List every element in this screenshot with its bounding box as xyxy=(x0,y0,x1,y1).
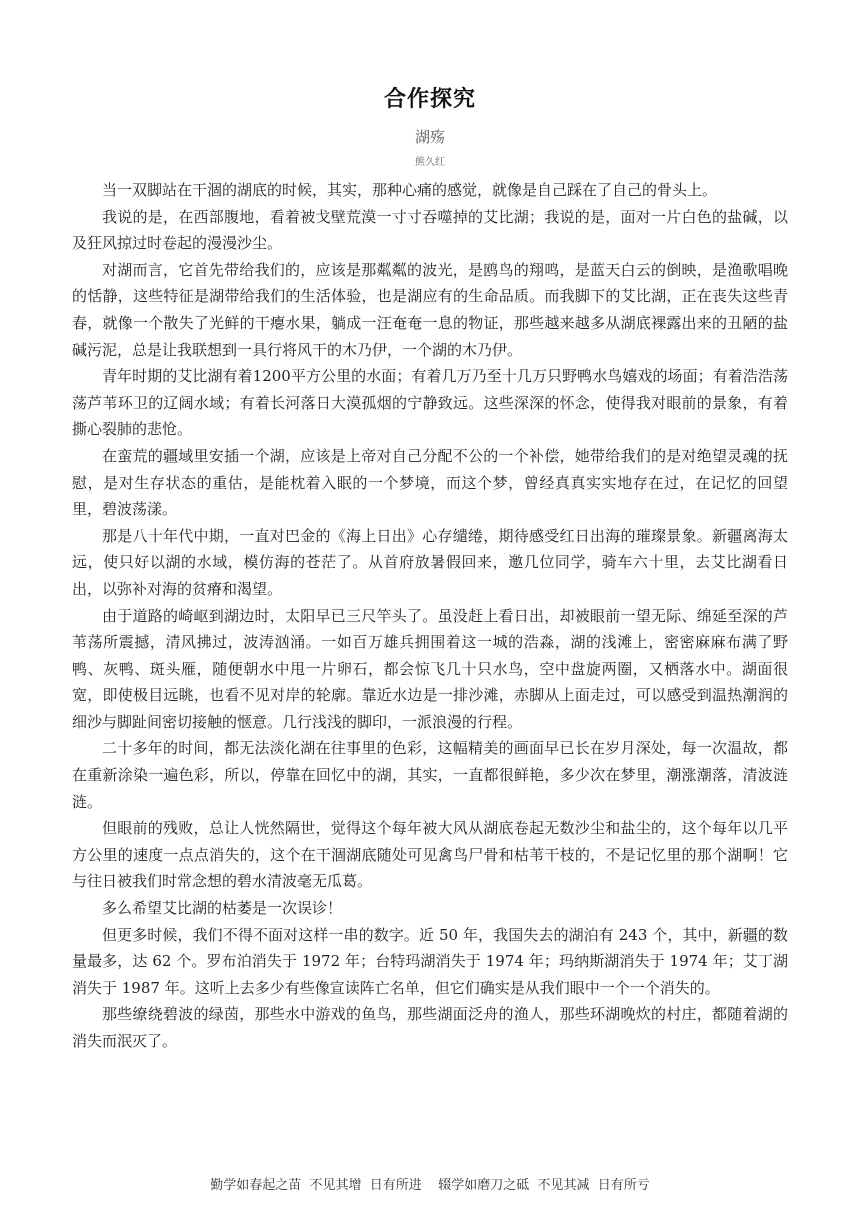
paragraph: 青年时期的艾比湖有着1200平方公里的水面；有着几万乃至十几万只野鸭水鸟嬉戏的场面；有着浩浩荡荡芦苇环卫的辽阔水域；有着长河落日大漠孤烟的宁静致远。这些深深的怀念，使得我对眼前的景象，有着撕心裂肺的悲怆。 xyxy=(72,367,788,439)
paragraph: 我说的是，在西部腹地，看着被戈壁荒漠一寸寸吞噬掉的艾比湖；我说的是，面对一片白色的盐碱，以及狂风掠过时卷起的漫漫沙尘。 xyxy=(72,207,788,253)
article-title: 湖殇 xyxy=(414,128,445,146)
paragraph: 那些缭绕碧波的绿茵，那些水中游戏的鱼鸟，那些湖面泛舟的渔人，那些环湖晚炊的村庄，都随着湖的消失而泯灭了。 xyxy=(72,1005,788,1050)
paragraph: 多么希望艾比湖的枯萎是一次误诊！ xyxy=(102,899,343,918)
paragraph: 当一双脚站在干涸的湖底的时候，其实，那种心痛的感觉，就像是自己踩在了自己的骨头上。 xyxy=(102,181,718,199)
article-author: 熊久红 xyxy=(415,157,445,168)
article-body xyxy=(72,177,788,1055)
page-footer-motto: 勤学如春起之苗 不见其增 日有所进 辍学如磨刀之砥 不见其减 日有所亏 xyxy=(210,1178,650,1193)
section-heading: 合作探究 xyxy=(383,87,476,112)
paragraph: 在蛮荒的疆域里安插一个湖，应该是上帝对自己分配不公的一个补偿，她带给我们的是对绝望灵魂的抚慰，是对生存状态的重估，是能枕着入眠的一个梦境，而这个梦，曾经真真实实地存在过，在记忆的回望里，碧波荡漾。 xyxy=(72,446,788,519)
paragraph: 但更多时候，我们不得不面对这样一串的数字。近 50 年，我国失去的湖泊有 243 个，其中，新疆的数量最多，达 62 个。罗布泊消失于 1972 年；台特玛湖消失于 1974 年；玛纳斯湖消失于 1974 年；艾丁湖消失于 1987 年。这听上去多少有些像宣读阵亡名单，但它们确实是从我们眼中一个一个消失的。 xyxy=(72,925,788,997)
paragraph: 但眼前的残败，总让人恍然隔世，觉得这个每年被大风从湖底卷起无数沙尘和盐尘的，这个每年以几平方公里的速度一点点消失的，这个在干涸湖底随处可见禽鸟尸骨和枯苇干枝的，不是记忆里的那个湖啊！它与往日被我们时常念想的碧水清波毫无瓜葛。 xyxy=(72,819,788,891)
paragraph: 二十多年的时间，都无法淡化湖在往事里的色彩，这幅精美的画面早已长在岁月深处，每一次温故，都在重新涂染一遍色彩，所以，停靠在回忆中的湖，其实，一直都很鲜艳，多少次在梦里，潮涨潮落，清波涟涟。 xyxy=(72,739,788,811)
paragraph: 那是八十年代中期，一直对巴金的《海上日出》心存缱绻，期待感受红日出海的璀璨景象。新疆离海太远，使只好以湖的水域，模仿海的苍茫了。从首府放暑假回来，邀几位同学，骑车六十里，去艾比湖看日出，以弥补对海的贫瘠和渴望。 xyxy=(72,526,788,598)
paragraph: 由于道路的崎岖到湖边时，太阳早已三尺竿头了。虽没赶上看日出，却被眼前一望无际、绵延至深的芦苇荡所震撼，清风拂过，波涛汹涌。一如百万雄兵拥围着这一城的浩淼，湖的浅滩上，密密麻麻布满了野鸭、灰鸭、斑头雁，随便朝水中甩一片卵石，都会惊飞几十只水鸟，空中盘旋两圈，又栖落水中。湖面很宽，即使极目远眺，也看不见对岸的轮廓。靠近水边是一排沙滩，赤脚从上面走过，可以感受到温热潮润的细沙与脚趾间密切接触的惬意。几行浅浅的脚印，一派浪漫的行程。 xyxy=(72,606,788,731)
paragraph: 对湖而言，它首先带给我们的，应该是那粼粼的波光，是鸥鸟的翔鸣，是蓝天白云的倒映，是渔歌唱晚的恬静，这些特征是湖带给我们的生活体验，也是湖应有的生命品质。而我脚下的艾比湖，正在丧失这些青春，就像一个散失了光鲜的干瘪水果，躺成一汪奄奄一息的物证，那些越来越多从湖底裸露出来的丑陋的盐碱污泥，总是让我联想到一具行将风干的木乃伊，一个湖的木乃伊。 xyxy=(72,260,788,359)
